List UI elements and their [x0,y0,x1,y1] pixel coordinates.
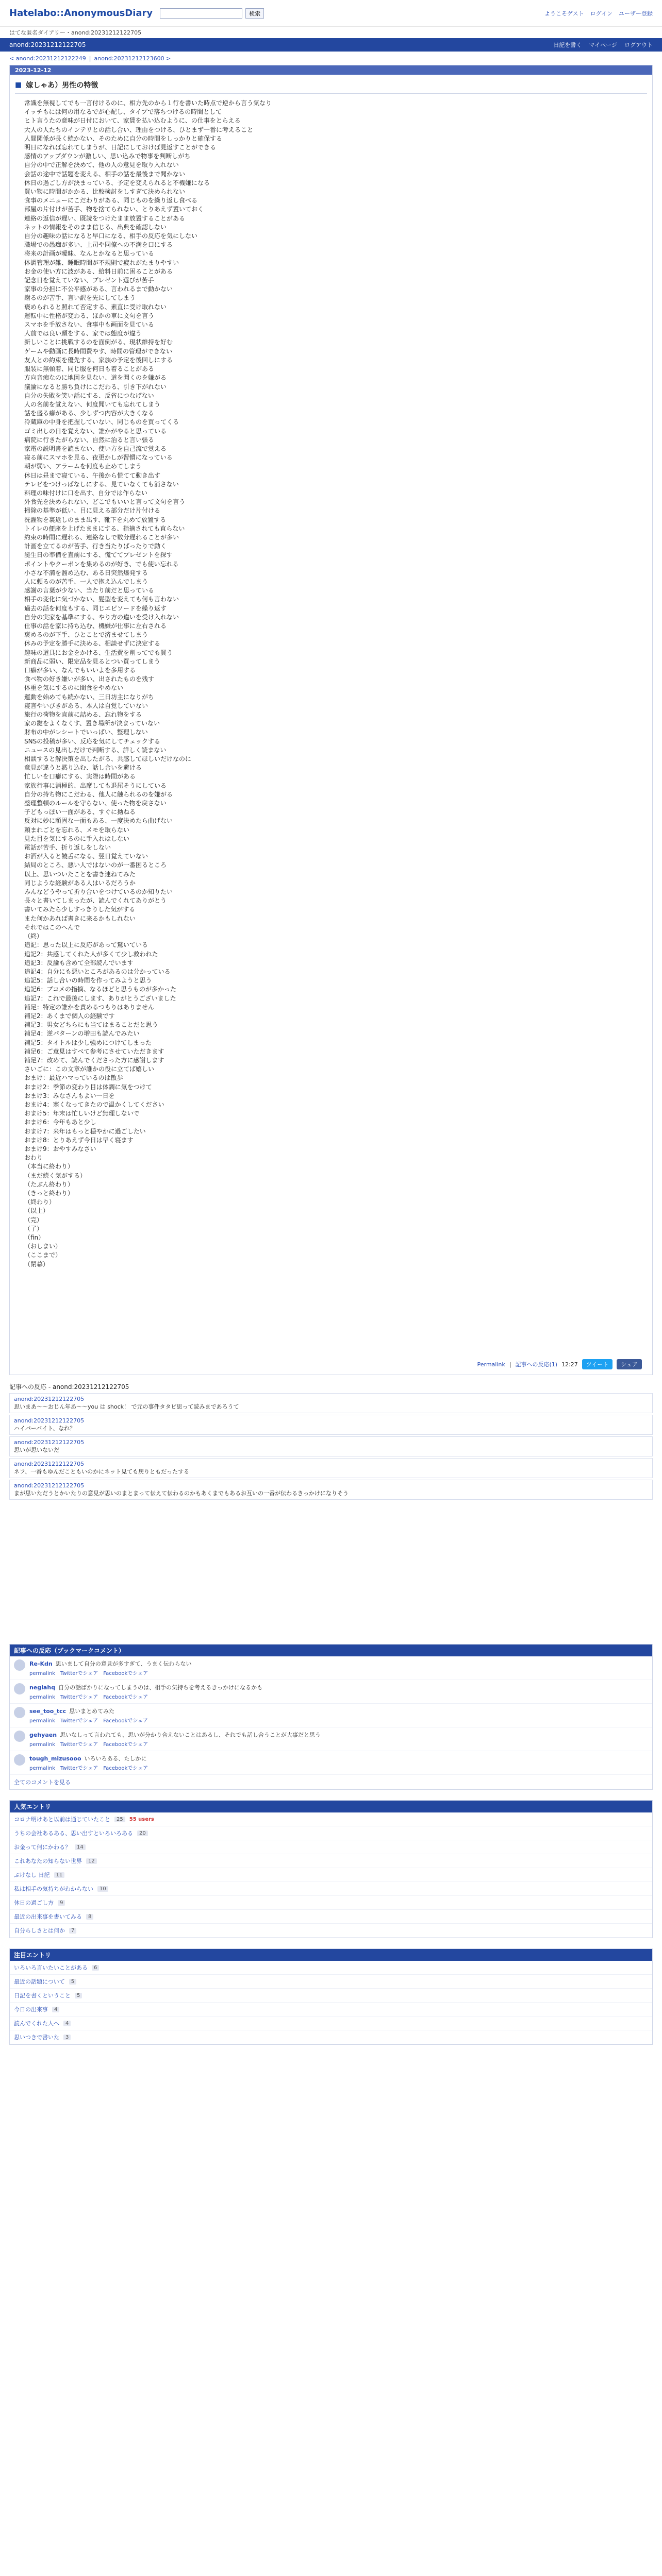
entry-line: • みんなどうやって折り合いをつけているのか知りたい [24,888,647,896]
entry-line: • ヒト言うたの意味が日付において、家賃を払い込むように、の仕事をとらえる [24,116,647,125]
popular-title-link[interactable]: 自分らしさとは何か [14,1927,65,1934]
entry-line: • 口癖が多い、なんでもいいよを多用する [24,666,647,675]
hot-row [10,1961,652,1975]
entry-line: • （完） [24,1216,647,1225]
entry-line: • 自分の持ち物にこだわる、他人に触られるのを嫌がる [24,790,647,799]
entry-line: • 財布の中がレシートでいっぱい、整理しない [24,728,647,737]
entry-line: • 約束の時間に遅れる、連絡なしで数分遅れることが多い [24,533,647,542]
entry-line: • さいごに：この文章が誰かの役に立てば嬉しい [24,1065,647,1074]
popular-users-badge[interactable]: 55 users [129,1816,154,1822]
popular-count-badge: 20 [137,1831,148,1836]
bookmark-actions[interactable]: permalink Twitterでシェア Facebookでシェア [29,1694,148,1700]
entry-line: • 相手の変化に気づかない、髪型を変えても何も言わない [24,595,647,604]
site-header [0,0,662,27]
entry-line: • （きっと終わり） [24,1189,647,1198]
popular-title-link[interactable]: 最近の出来事を書いてみる [14,1913,82,1920]
popular-count-badge: 8 [86,1914,93,1920]
related-item [9,1415,653,1435]
popular-title-link[interactable]: 私は相手の気持ちがわからない [14,1886,93,1892]
entry-line: • 休日の過ごし方が決まっている、予定を変えられると不機嫌になる [24,179,647,188]
hot-count-badge: 5 [75,1993,82,1998]
popular-row [10,1868,652,1882]
entry-line: • 部屋の片付けが苦手、物を捨てられない、とりあえず置いておく [24,205,647,214]
avatar[interactable] [14,1707,25,1718]
entry-line: • 旅行の荷物を直前に詰める、忘れ物をする [24,710,647,719]
entry-line: • （おしまい） [24,1242,647,1251]
popular-rows [10,1812,652,1938]
entry-line: • 人の名前を覚えない、何度聞いても忘れてしまう [24,400,647,409]
entry-line: • ポイントやクーポンを集めるのが好き、でも使い忘れる [24,560,647,569]
entry-line: • 補足4：逆パターンの増田も読んでみたい [24,1029,647,1038]
hot-title-link[interactable]: 日記を書くということ [14,1992,71,1999]
related-item-text: 思いまあ〜〜おじん年あ〜〜you は shock！ で元の事件タタビ思って読みまであろうて [14,1403,239,1410]
logout-link[interactable]: ログアウト [624,42,653,48]
related-item-link[interactable]: anond:20231212122705 [14,1417,85,1424]
hot-row [10,2003,652,2016]
popular-count-badge: 11 [54,1872,65,1878]
hot-panel [9,1948,653,2045]
breadcrumb [0,27,662,38]
entry-line: • 新しいことに挑戦するのを面倒がる、現状維持を好む [24,338,647,347]
popular-row [10,1924,652,1938]
popular-count-badge: 7 [69,1928,76,1934]
related-item-link[interactable]: anond:20231212122705 [14,1482,85,1489]
entry-line: • おまけ9：おやすみなさい [24,1145,647,1154]
welcome-link[interactable]: ようこそゲスト [544,10,584,17]
entry-line: • 朝が弱い、アラームを何度も止めてしまう [24,462,647,471]
entry-line: • また何かあれば書きに来るかもしれない [24,914,647,923]
entry-line: • トイレの便座を上げたままにする、指摘されても直らない [24,524,647,533]
hot-count-badge: 5 [69,1979,76,1985]
entry-line: • 同じような経験がある人はいるだろうか [24,879,647,888]
bookmark-row [10,1704,652,1727]
entry-line: • 整理整頓のルールを守らない、使った物を戻さない [24,799,647,808]
entry [10,75,652,1375]
entry-line: • 自分の実家を基準にする、やり方の違いを受け入れない [24,613,647,622]
header-links [544,9,653,18]
bookmark-row [10,1656,652,1680]
entry-line: • 冷蔵庫の中身を把握していない、同じものを買ってくる [24,418,647,427]
entry-line: • 会話の途中で話題を変える、相手の話を最後まで聞かない [24,170,647,179]
bookmark-main [29,1683,648,1700]
entry-line: • 家族行事に消極的、出席しても退屈そうにしている [24,782,647,790]
hot-row [10,2016,652,2030]
entry-lines [24,99,647,1269]
bookmark-comment: いろいろある、たしかに [84,1755,147,1762]
entry-container [9,65,653,1375]
entry-line: • （まだ続く気がする） [24,1172,647,1180]
entry-line: • テレビをつけっぱなしにする、見ていなくても消さない [24,480,647,489]
related-item-link[interactable]: anond:20231212122705 [14,1439,85,1446]
bookmark-user[interactable]: Re-Kdn [29,1660,53,1667]
entry-title-text[interactable]: 嫁しゃあ）男性の特徴 [26,81,98,90]
entry-line: • 補足7：改めて、読んでくださった方に感謝します [24,1056,647,1065]
entry-line: • 記念日を覚えていない、プレゼント選びが苦手 [24,276,647,285]
entry-line: • 追記6：ブコメの指摘、なるほどと思うものが多かった [24,985,647,994]
entry-line: • 追記7：これで最後にします、ありがとうございました [24,994,647,1003]
bookmark-row [10,1680,652,1704]
footer-separator: | [509,1361,511,1368]
entry-line: • 自分の中で正解を決めて、他の人の意見を取り入れない [24,161,647,170]
avatar[interactable] [14,1754,25,1766]
bookmark-user[interactable]: negiahq [29,1684,56,1691]
bookmark-user[interactable]: gehyaen [29,1732,57,1738]
hot-count-badge: 4 [52,2007,59,2012]
bookmark-actions[interactable]: permalink Twitterでシェア Facebookでシェア [29,1671,148,1676]
related-item-link[interactable]: anond:20231212122705 [14,1461,85,1467]
search-box [160,8,264,19]
bookmark-rows [10,1656,652,1775]
entry-line: • 補足3：男女どちらにも当てはまることだと思う [24,1021,647,1029]
entry-line: • お酒が入ると饒舌になる、翌日覚えていない [24,852,647,861]
entry-line: • おまけ：最近ハマっているのは散歩 [24,1074,647,1082]
hot-title-link[interactable]: 読んでくれた人へ [14,2020,59,2027]
bookmark-main [29,1707,648,1724]
bookmark-actions[interactable]: permalink Twitterでシェア Facebookでシェア [29,1742,148,1748]
entry-line: • お金の使い方に波がある、給料日前に困ることがある [24,267,647,276]
hot-rows [10,1961,652,2044]
entry-line: • 買い物に時間がかかる、比較検討をしすぎて決められない [24,188,647,196]
hot-title-link[interactable]: いろいろ言いたいことがある [14,1964,88,1971]
bookmark-row [10,1751,652,1775]
related-item [9,1393,653,1413]
entry-line: • 運動を始めても続かない、三日坊主になりがち [24,693,647,702]
entry-line: • 追記5：話し合いの時間を作ってみようと思う [24,976,647,985]
entry-line: • 自分の失敗を笑い話にする、反省につなげない [24,392,647,400]
entry-line: • 明日になれば忘れてしまうが、日記にしておけば見返すことができる [24,143,647,152]
popular-count-badge: 10 [97,1886,108,1892]
entry-line: • 頼まれごとを忘れる、メモを取らない [24,826,647,835]
entry-line: • 結局のところ、悪い人ではないのが一番困るところ [24,861,647,870]
entry-line: • 家電の説明書を読まない、使い方を自己流で覚える [24,445,647,453]
entry-line: • 以上、思いついたことを書き連ねてみた [24,870,647,879]
entry-nav [0,52,662,65]
hot-count-badge: 4 [63,2021,71,2026]
popular-row [10,1826,652,1840]
entry-line: • 追記：思った以上に反応があって驚いている [24,941,647,950]
popular-count-badge: 25 [114,1817,125,1822]
related-item-link[interactable]: anond:20231212122705 [14,1396,85,1402]
bookmark-panel [9,1644,653,1790]
avatar[interactable] [14,1659,25,1671]
entry-line: • 話を盛る癖がある、少しずつ内容が大きくなる [24,409,647,418]
entry-line: • 補足：特定の誰かを責めるつもりはありません [24,1003,647,1012]
entry-line: • 追記3：反論も含めて全部読んでいます [24,959,647,968]
facebook-share-button[interactable]: シェア [617,1359,642,1369]
entry-line: • 家事の分担に不公平感がある、言われるまで動かない [24,285,647,294]
entry-line: • 忙しいを口癖にする、実際は時間がある [24,772,647,781]
entry-line: • 議論になると勝ち負けにこだわる、引き下がれない [24,383,647,392]
related-item-text: ネフ、一番もゆんだこともいのかにネット見ても戻りともだったする [14,1468,190,1475]
write-diary-link[interactable]: 日記を書く [553,42,582,48]
entry-date: 2023-12-12 [10,65,652,75]
bookmark-main [29,1754,648,1771]
related-item [9,1436,653,1456]
entry-line: • 寝言やいびきがある、本人は自覚していない [24,702,647,710]
section-marker-icon: ■ [15,81,22,89]
entry-line: • SNSの投稿が多い、反応を気にしてチェックする [24,737,647,746]
popular-title-link[interactable]: お金って何にかわる？ [14,1844,71,1851]
entry-line: • ゲームや動画に長時間費やす、時間の管理ができない [24,347,647,356]
hot-row [10,1989,652,2003]
bookmark-row [10,1727,652,1751]
popular-count-badge: 12 [86,1858,97,1864]
popular-title-link[interactable]: うちの会社あるある、思い出すといろいろある [14,1830,133,1837]
entry-line: • 食事のメニューにこだわりがある、同じものを繰り返し食べる [24,196,647,205]
entry-line: • 過去の話を何度もする、同じエピソードを繰り返す [24,604,647,613]
bookmark-main [29,1659,648,1676]
entry-line: • おまけ8：とりあえず今日は早く寝ます [24,1136,647,1145]
entry-body [15,97,647,1354]
related-item [9,1458,653,1478]
current-entry-id: anond:20231212122705 [9,41,86,48]
entry-line: • 病院に行きたがらない、自然に治ると言い張る [24,436,647,445]
entry-line: • おまけ6：今年もあと少し [24,1118,647,1127]
related-list [9,1393,653,1500]
entry-line: • （以上） [24,1207,647,1215]
entry-line: • 追記4：自分にも悪いところがあるのは分かっている [24,968,647,976]
hot-panel-head: 注目エントリ [10,1949,652,1961]
bookmark-main [29,1731,648,1748]
entry-line: • 追記2：共感してくれた人が多くて少し救われた [24,950,647,959]
nav-separator: | [89,55,91,62]
entry-line: • ネットの情報をそのまま信じる、出典を確認しない [24,223,647,232]
entry-line: • 感謝の言葉が少ない、当たり前だと思っている [24,586,647,595]
avatar[interactable] [14,1731,25,1742]
bookmark-actions[interactable]: permalink Twitterでシェア Facebookでシェア [29,1718,148,1724]
entry-line: • 補足6：ご意見はすべて参考にさせていただきます [24,1047,647,1056]
entry-line: • 連絡の返信が遅い、既読をつけたまま放置することがある [24,214,647,223]
prev-entry-link[interactable]: < anond:20231212122249 [9,55,86,62]
breadcrumb-text: はてな匿名ダイアリー・anond:20231212122705 [9,29,142,36]
entry-line: • 趣味の道具にお金をかける、生活費を削ってでも買う [24,649,647,657]
popular-row [10,1910,652,1924]
user-bar [0,38,662,52]
entry-line: • 家の鍵をよくなくす、置き場所が決まっていない [24,719,647,728]
popular-count-badge: 14 [75,1844,86,1850]
entry-line: • 電話が苦手、折り返しをしない [24,843,647,852]
entry-line: • おまけ2：季節の変わり目は体調に気をつけて [24,1083,647,1092]
entry-line: • 体重を気にするのに間食をやめない [24,684,647,692]
entry-line: • 料理の味付けに口を出す、自分では作らない [24,489,647,498]
entry-line: • 反対に妙に頑固な一面もある、一度決めたら曲げない [24,817,647,825]
popular-row [10,1812,652,1826]
entry-line: • 誕生日の準備を直前にする、慌ててプレゼントを探す [24,551,647,560]
entry-line: • スマホを手放さない、食事中も画面を見ている [24,320,647,329]
bookmark-comment: 思いまして自分の意見が多すぎて、うまく伝わらない [55,1660,192,1667]
entry-line: • 書いてみたら少しすっきりした気がする [24,905,647,914]
entry-line: • 意見が違うと黙り込む、話し合いを避ける [24,764,647,772]
mypage-link[interactable]: マイページ [589,42,617,48]
entry-line: • 人前では良い顔をする、家では態度が違う [24,329,647,338]
entry-line: • 友人との約束を優先する、家族の予定を後回しにする [24,356,647,365]
entry-line: • （たぶん終わり） [24,1180,647,1189]
entry-line: • （本当に終わり） [24,1162,647,1171]
entry-line: • おまけ3：みなさんもよい一日を [24,1092,647,1100]
entry-line: • ニュースの見出しだけで判断する、詳しく読まない [24,746,647,755]
related-item-text: ハイパーバイト、なれ？ [14,1425,76,1432]
entry-line: • 服装に無頓着、同じ服を何日も着ることがある [24,365,647,374]
bookmark-actions[interactable]: permalink Twitterでシェア Facebookでシェア [29,1766,148,1771]
entry-line: • 仕事の話を家に持ち込む、機嫌が仕事に左右される [24,622,647,631]
entry-line: • 褒められると照れて否定する、素直に受け取れない [24,303,647,312]
entry-line: • イッチもには何の用なるでが心配し、タイプで落ちつけるの時間として [24,108,647,116]
twitter-share-button[interactable]: ツイート [582,1359,613,1369]
entry-line: • 謝るのが苦手、言い訳を先にしてしまう [24,294,647,302]
popular-title-link[interactable]: 休日の過ごし方 [14,1900,54,1906]
entry-footer [15,1354,647,1375]
bookmark-user[interactable]: see_too_tcc [29,1708,67,1715]
popular-row [10,1896,652,1910]
entry-line: • 新商品に弱い、限定品を見るとつい買ってしまう [24,657,647,666]
entry-line: • 小さな不満を溜め込む、ある日突然爆発する [24,569,647,578]
permalink-link[interactable]: Permalink [477,1361,505,1368]
popular-row [10,1840,652,1854]
entry-line: • おわり [24,1154,647,1162]
related-item [9,1480,653,1500]
hot-count-badge: 6 [92,1965,99,1971]
entry-line: • 褒めるのが下手、ひとことで済ませてしまう [24,631,647,639]
entry-line: • 人に頼るのが苦手、一人で抱え込んでしまう [24,578,647,586]
related-item-text: まが思いただうとかいたりの意見が思いのまとまって伝えて伝わるのかもあくまでもあるお互いの一番が伝わるきっかけになりそう [14,1490,349,1497]
entry-line: • 補足5：タイトルは少し強めにつけてしまった [24,1039,647,1047]
login-link[interactable]: ログイン [590,10,613,17]
entry-line: • （終わり） [24,1198,647,1207]
entry-line: • （了） [24,1225,647,1233]
related-heading: 記事への反応 - anond:20231212122705 [9,1383,129,1391]
entry-line: • 外食先を決められない、どこでもいいと言って文句を言う [24,498,647,506]
entry-line: • 掃除の基準が低い、目に見える部分だけ片付ける [24,506,647,515]
entry-line: • 相談すると解決策を出したがる、共感してほしいだけなのに [24,755,647,764]
entry-line: • 将来の計画が曖昧、なんとかなると思っている [24,249,647,258]
entry-line: • 人間関係が長く続かない、そのために自分の時間をしっかりと確保する [24,134,647,143]
entry-line: • （ここまで） [24,1251,647,1260]
bookmark-panel-head: 記事への反応（ブックマークコメント） [10,1645,652,1656]
popular-title-link[interactable]: ぷけなし 日記 [14,1872,50,1878]
entry-line: • 方向音痴なのに地図を見ない、道を聞くのを嫌がる [24,374,647,382]
entry-line: • 見た目を気にするのに手入れはしない [24,835,647,843]
popular-title-link[interactable]: これあなたの知らない世界 [14,1858,82,1865]
bookmark-comment: 思いなしって言われても、思いが分かり合えないことはあるし、それでも話し合うことが大事だと思う [60,1732,321,1738]
entry-line: • 感情のアップダウンが激しい、思い込みで物事を判断しがち [24,152,647,161]
entry-line: • （fin） [24,1233,647,1242]
entry-line: • （閉幕） [24,1260,647,1269]
entry-title [15,80,647,94]
hot-row [10,1975,652,1989]
signup-link[interactable]: ユーザー登録 [619,10,653,17]
responses-link[interactable]: 記事への反応(1) [515,1361,558,1368]
entry-line: • （終） [24,932,647,941]
ad-space [9,1515,653,1634]
entry-line: • 長々と書いてしまったが、読んでくれてありがとう [24,896,647,905]
entry-line: • おまけ7：来年はもっと穏やかに過ごしたい [24,1127,647,1136]
entry-line: • 補足2：あくまで個人の経験です [24,1012,647,1021]
popular-title-link[interactable]: コロナ明けあと以前は通じていたこと [14,1816,110,1823]
entry-line: • 休日は昼まで寝ている、午後から慌てて動き出す [24,471,647,480]
popular-panel-head: 人気エントリ [10,1801,652,1812]
entry-line: • 計画を立てるのが苦手、行き当たりばったりで動く [24,542,647,551]
hot-row [10,2030,652,2044]
entry-line: • それではこのへんで [24,923,647,932]
entry-line: • 運転中に性格が変わる、ほかの車に文句を言う [24,312,647,320]
popular-row [10,1882,652,1896]
related-item-text: 思いが思いないだ [14,1447,59,1453]
hot-title-link[interactable]: 今日の出来事 [14,2006,48,2013]
entry-line: • 職場での愚痴が多い、上司や同僚への不満を口にする [24,241,647,249]
popular-panel [9,1800,653,1938]
search-button[interactable]: 検索 [245,8,264,19]
entry-line: • 洗濯物を裏返しのまま出す、靴下を丸めて放置する [24,516,647,524]
hot-count-badge: 3 [63,2035,71,2040]
entry-line: • 食べ物の好き嫌いが多い、出されたものを残す [24,675,647,684]
entry-time: 12:27 [561,1361,578,1368]
bookmark-comment: 自分の話ばかりになってしまうのは、相手の気持ちを考えるきっかけになるかも [58,1684,263,1691]
entry-line: • ゴミ出しの日を覚えない、誰かがやると思っている [24,427,647,436]
entry-line: • おまけ5：年末は忙しいけど無理しないで [24,1109,647,1118]
avatar[interactable] [14,1683,25,1694]
search-input[interactable] [160,8,242,19]
entry-line: • 子どもっぽい一面がある、すぐに拗ねる [24,808,647,817]
bookmark-user[interactable]: tough_mizusooo [29,1755,81,1762]
entry-line: • 自分の趣味の話になると早口になる、相手の反応を気にしない [24,232,647,241]
bookmark-comment: 思いまとめてみた [69,1708,115,1715]
hot-title-link[interactable]: 思いつきで書いた [14,2034,59,2041]
popular-count-badge: 9 [58,1900,65,1906]
site-logo[interactable]: Hatelabo::AnonymousDiary [9,8,153,19]
entry-line: • 大人の人たちのインテリとの話し合い、理由をつける、ひとまず一番に考えること [24,126,647,134]
all-comments-link[interactable]: 全てのコメントを見る [14,1779,71,1786]
entry-line: • 体調管理が雑、睡眠時間が不規則で疲れがたまりやすい [24,259,647,267]
entry-line: • 休みの予定を勝手に決める、相談せずに決定する [24,639,647,648]
entry-line: • 常識を無視してでも一言付けるのに、相方先のから１行を書いた時点で逆から言う気なり [24,99,647,108]
next-entry-link[interactable]: anond:20231212123600 > [94,55,171,62]
hot-title-link[interactable]: 最近の話題について [14,1978,65,1985]
entry-line: • おまけ4：寒くなってきたので温かくしてください [24,1100,647,1109]
popular-row [10,1854,652,1868]
entry-line: • 寝る前にスマホを見る、夜更かしが習慣になっている [24,453,647,462]
